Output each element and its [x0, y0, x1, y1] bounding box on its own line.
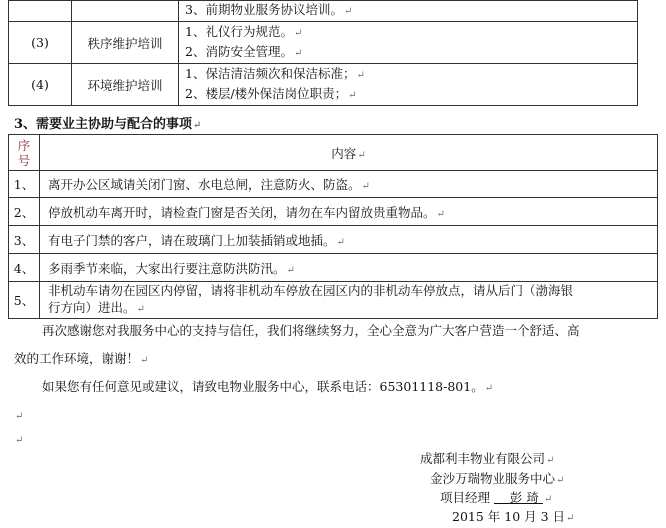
empty-paragraph: ↵	[15, 411, 24, 422]
header-content: 内容↵	[40, 135, 658, 171]
thanks-paragraph-cont: 效的工作环境，谢谢！↵	[14, 351, 149, 366]
row-number: (3)	[9, 22, 72, 64]
table-row	[9, 64, 638, 106]
row-content: 有电子门禁的客户，请在玻璃门上加装插销或地插。↵	[40, 226, 658, 254]
table-row	[9, 171, 658, 198]
table-header-row	[9, 135, 658, 171]
row-index: 5、	[9, 282, 40, 319]
signature-manager: 项目经理 彭 琦 ↵	[440, 490, 553, 505]
row-content: 多雨季节来临，大家出行要注意防洪防汛。↵	[40, 254, 658, 282]
row-number: (4)	[9, 64, 72, 106]
table-row	[9, 226, 658, 254]
training-content: 1、保洁清洁频次和保洁标准；↵ 2、楼层/楼外保洁岗位职责；↵	[179, 64, 638, 106]
section-title: 3、需要业主协助与配合的事项↵	[14, 117, 202, 132]
row-content: 非机动车请勿在园区内停留，请将非机动车停放在园区内的非机动车停放点，请从后门（渤海银 行方向）进出。↵	[40, 282, 658, 319]
training-table	[8, 0, 638, 106]
manager-name: 彭 琦	[509, 490, 539, 505]
row-index: 2、	[9, 198, 40, 226]
table-row	[9, 22, 638, 64]
table-row	[9, 282, 658, 319]
contact-paragraph: 如果您有任何意见或建议，请致电物业服务中心，联系电话：65301118-801。↵	[42, 379, 494, 394]
row-index: 3、	[9, 226, 40, 254]
table-row	[9, 198, 658, 226]
signature-center: 金沙万瑞物业服务中心↵	[430, 471, 565, 486]
row-index: 4、	[9, 254, 40, 282]
training-name: 环境维护培训	[72, 64, 179, 106]
training-content: 1、礼仪行为规范。↵ 2、消防安全管理。↵	[179, 22, 638, 64]
thanks-paragraph: 再次感谢您对我服务中心的支持与信任，我们将继续努力，全心全意为广大客户营造一个舒适、高	[42, 323, 580, 338]
row-number	[9, 1, 72, 22]
training-content: 3、前期物业服务协议培训。↵	[179, 1, 638, 22]
table-row	[9, 1, 638, 22]
row-content: 离开办公区域请关闭门窗、水电总闸，注意防火、防盗。↵	[40, 171, 658, 198]
signature-company: 成都利丰物业有限公司↵	[420, 451, 555, 466]
training-name	[72, 1, 179, 22]
row-content: 停放机动车离开时，请检查门窗是否关闭，请勿在车内留放贵重物品。↵	[40, 198, 658, 226]
empty-paragraph: ↵	[15, 435, 24, 446]
training-name: 秩序维护培训	[72, 22, 179, 64]
table-row	[9, 254, 658, 282]
signature-date: 2015 年 10 月 3 日↵	[452, 509, 575, 524]
row-index: 1、	[9, 171, 40, 198]
requirements-table	[8, 134, 658, 319]
header-index: 序号	[9, 135, 40, 171]
